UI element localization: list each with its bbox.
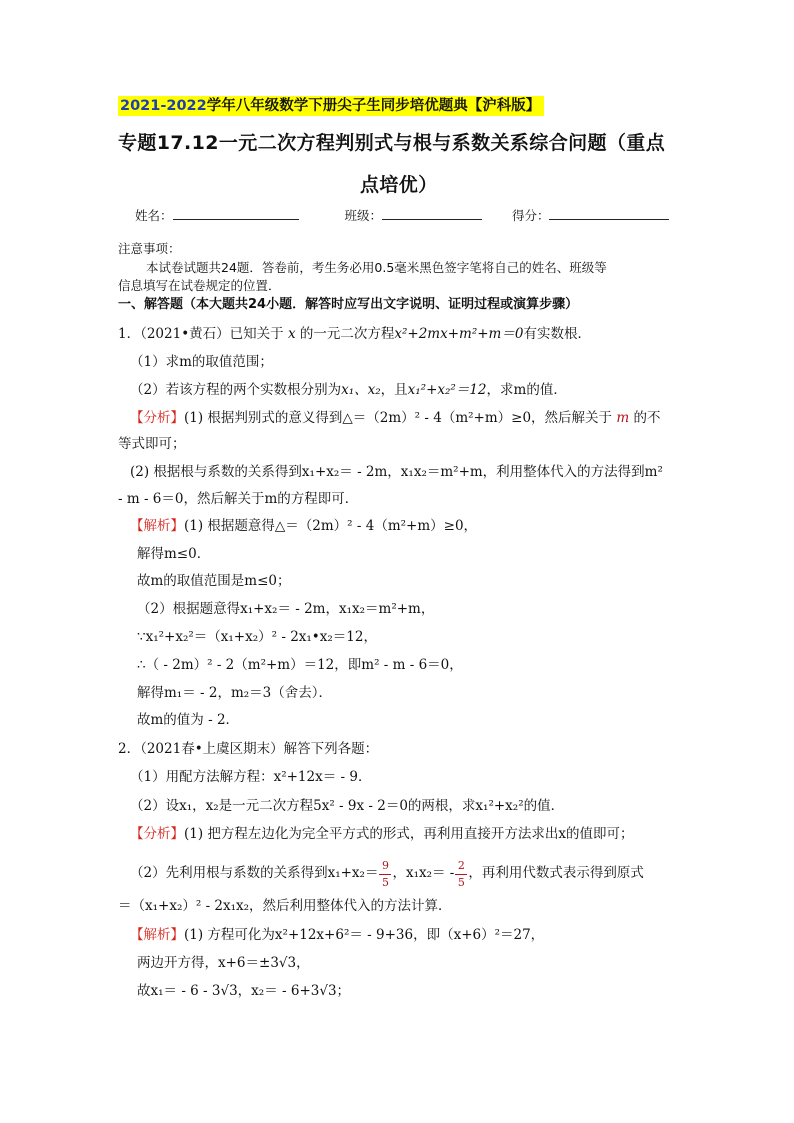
q2-analysis-line1 [130,825,634,843]
q2-part1: （1）用配方法解方程：x²+12x＝ - 9． [130,769,372,785]
q1-sol-1: (1) 根据题意得△＝（2m）² - 4（m²+m）≥0， [184,518,478,534]
page-title-line2: 点培优） [360,174,438,196]
q1-stem-prefix: 1．（2021•黄石）已知关于 [118,326,284,342]
q1-part2-roots: x₁、x₂ [341,382,381,398]
q1-analysis-line3: (2) 根据根与系数的关系得到x₁+x₂＝ - 2m，x₁x₂＝m²+m，利用整体代入的方法得到m² [130,464,663,480]
fraction-numerator: 2 [457,859,465,872]
q2-analysis-1: (1) 把方程左边化为完全平方式的形式，再利用直接开方法求出x的值即可； [184,826,634,842]
header-years: 2021-2022 [120,98,207,114]
q1-solution-line1 [130,517,477,535]
q2-analysis-line3: ＝（x₁+x₂）² - 2x₁x₂，然后利用整体代入的方法计算． [118,898,452,914]
q1-solution-line3: 故m的取值范围是m≤0； [137,573,291,589]
class-blank [382,205,482,220]
q2-solution-line1 [130,926,544,944]
q1-stem: 1．（2021•黄石）已知关于 x 的一元二次方程x²+2mx+m²+m＝0有实数根． [118,326,591,342]
class-label: 班级： [344,208,382,223]
page-title-line1: 专题17.12一元二次方程判别式与根与系数关系综合问题（重点 [118,132,666,154]
notes-line2: 信息填写在试卷规定的位置． [118,278,281,293]
header-series-title: 学年八年级数学下册尖子生同步培优题典【沪科版】 [206,98,541,114]
q2-solution-line2: 两边开方得，x+6＝±3√3， [137,955,310,971]
q2-stem: 2．（2021春•上虞区期末）解答下列各题： [118,741,379,757]
q1-solution-line7: 解得m₁＝ - 2，m₂＝3（舍去）． [137,685,332,701]
q1-part2-mid: ，且 [380,382,408,398]
q1-solution-line4: （2）根据题意得x₁+x₂＝ - 2m，x₁x₂＝m²+m， [137,601,435,617]
q2-part2: （2）设x₁，x₂是一元二次方程5x² - 9x - 2＝0的两根，求x₁²+x₂²的值． [130,798,565,814]
fraction-denominator: 5 [457,876,465,889]
q1-stem-suffix: 有实数根． [523,326,591,342]
fraction-9-5 [379,859,391,891]
q2-analysis-line2 [130,857,644,891]
q1-part2 [130,381,567,399]
q1-part2-suffix: ，求m的值． [486,382,567,398]
q1-part1: （1）求m的取值范围； [130,354,273,370]
q1-analysis-line4: - m - 6＝0，然后解关于m的方程即可． [118,491,359,507]
notes-line1: 本试卷试题共24题．答卷前，考生务必用0.5毫米黑色签字笔将自己的姓名、班级等 [146,260,607,275]
q1-analysis-line1: 【分析】(1) 根据判别式的意义得到△＝（2m）² - 4（m²+m）≥0，然后解关于 m 的不 [130,410,661,426]
q2-analysis-2c: ，再利用代数式表示得到原式 [468,865,644,881]
solution-tag: 【解析】 [130,518,184,534]
fraction-numerator: 9 [381,859,389,872]
student-info-row [135,205,669,224]
notes-heading: 注意事项： [118,241,181,256]
q1-solution-line5: ∵x₁²+x₂²＝（x₁+x₂）² - 2x₁•x₂＝12， [137,629,377,645]
analysis-tag-2: 【分析】 [130,826,184,842]
q2-solution-line3: 故x₁＝ - 6 - 3√3，x₂＝ - 6+3√3； [137,983,351,999]
fraction-2-5 [455,859,467,891]
q1-solution-line8: 故m的值为 - 2． [137,712,240,728]
q2-sol-1: (1) 方程可化为x²+12x+6²＝ - 9+36，即（x+6）²＝27， [184,927,545,943]
score-label: 得分： [511,208,550,223]
score-blank [549,205,669,220]
q1-stem-mid: 的一元二次方程 [299,326,395,342]
name-label: 姓名： [135,208,173,223]
fraction-denominator: 5 [381,876,389,889]
q1-part2-prefix: （2）若该方程的两个实数根分别为 [130,382,342,398]
q1-analysis-1a: (1) 根据判别式的意义得到△＝（2m）² - 4（m²+m）≥0，然后解关于 [184,410,613,426]
solution-tag-2: 【解析】 [130,927,184,943]
name-blank [173,205,299,220]
q1-solution-line2: 解得m≤0． [137,546,211,562]
q2-analysis-2a: （2）先利用根与系数的关系得到x₁+x₂＝ [130,865,379,881]
q1-solution-line6: ∴（ - 2m）² - 2（m²+m）＝12，即m² - m - 6＝0， [137,657,463,673]
analysis-tag: 【分析】 [130,410,184,426]
q1-equation: x²+2mx+m²+m＝0 [394,326,524,342]
q1-analysis-1b: 的不 [633,410,661,426]
series-header [118,96,544,116]
q1-analysis-line2: 等式即可； [118,436,186,452]
q2-analysis-2b: ，x₁x₂＝ - [392,865,455,881]
section-heading: 一、解答题（本大题共24小题．解答时应写出文字说明、证明过程或演算步骤） [118,297,579,312]
q1-part2-eq: x₁²+x₂²＝12 [407,382,487,398]
